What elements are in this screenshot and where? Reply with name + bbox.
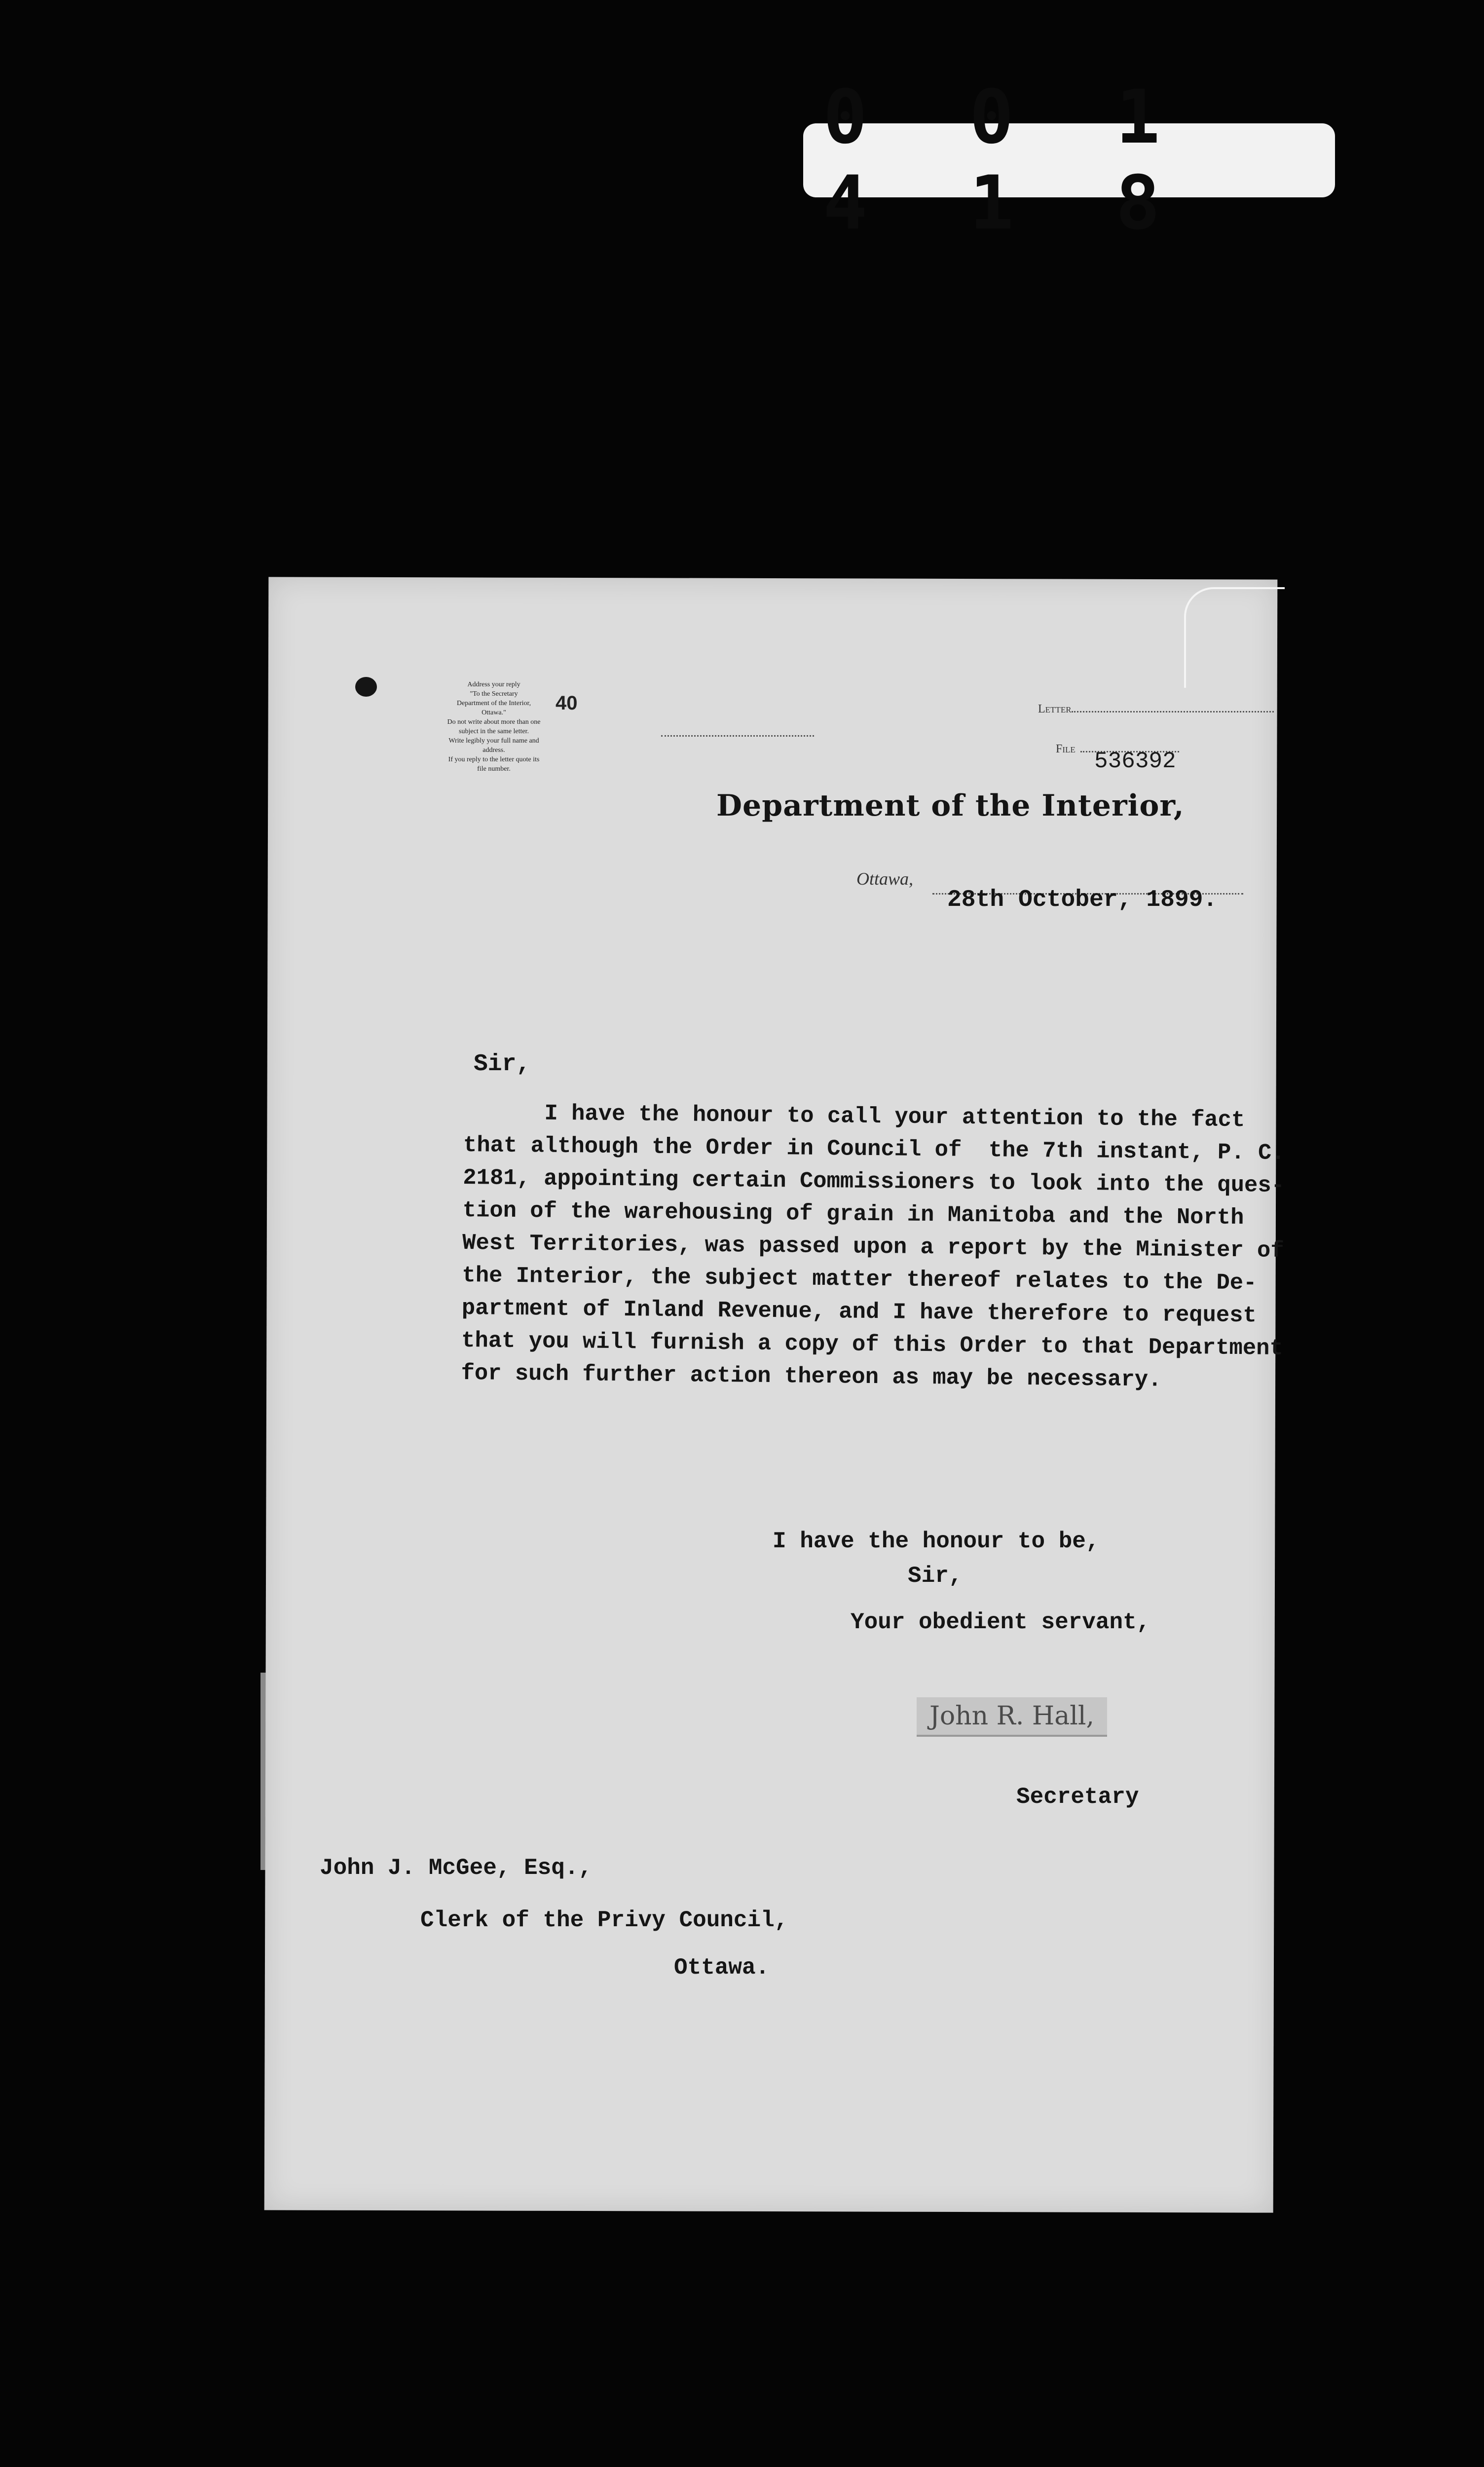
address-line: Do not write about more than one	[447, 718, 541, 726]
address-line: Ottawa."	[482, 709, 506, 716]
letter-label: Letter	[1038, 703, 1072, 715]
salutation: Sir,	[474, 1051, 531, 1078]
body-line: that you will furnish a copy of this Order to that Department	[461, 1327, 1283, 1361]
address-line: file number.	[477, 765, 511, 773]
file-number: 536392	[1094, 748, 1176, 774]
body-line: I have the honour to call your attention to the fact	[463, 1099, 1245, 1133]
place-label: Ottawa,	[856, 869, 914, 889]
department-heading: Department of the Interior,	[716, 788, 1185, 823]
punch-hole	[355, 677, 377, 697]
closing-sir: Sir,	[908, 1563, 963, 1589]
address-line: subject in the same letter.	[459, 728, 529, 735]
letter-body	[461, 1096, 1285, 1397]
reference-dotted-line	[661, 735, 814, 737]
body-line: tion of the warehousing of grain in Manitoba and the North	[462, 1197, 1244, 1231]
body-line: for such further action thereon as may be necessary.	[461, 1360, 1162, 1393]
letter-dotted-line	[1072, 711, 1274, 712]
signatory-title: Secretary	[1016, 1784, 1139, 1810]
closing-servant: Your obedient servant,	[851, 1609, 1150, 1635]
addressee-title: Clerk of the Privy Council,	[420, 1907, 788, 1933]
body-line: that although the Order in Council of the 7th instant, P. C.	[463, 1132, 1285, 1166]
address-mark: 40	[556, 692, 578, 714]
body-line: 2181, appointing certain Commissioners to look into the ques-	[463, 1164, 1285, 1198]
letter-date: 28th October, 1899.	[947, 887, 1218, 913]
address-line: Address your reply	[467, 681, 520, 688]
address-line: Department of the Interior,	[456, 700, 531, 707]
signature-stamp: John R. Hall,	[917, 1697, 1107, 1737]
body-line: partment of Inland Revenue, and I have therefore to request	[461, 1295, 1257, 1329]
address-line: Write legibly your full name and	[448, 737, 539, 745]
closing-honour: I have the honour to be,	[773, 1529, 1100, 1554]
address-line: address.	[482, 747, 505, 754]
body-line: West Territories, was passed upon a report by the Minister of	[462, 1230, 1284, 1264]
file-label: File	[1056, 743, 1076, 755]
address-line: "To the Secretary	[470, 690, 518, 698]
addressee-name: John J. McGee, Esq.,	[320, 1855, 593, 1881]
letterhead-address-instructions	[412, 680, 578, 774]
address-line: If you reply to the letter quote its	[448, 756, 540, 763]
letter-field	[1038, 703, 1274, 716]
paper-corner-curl	[1184, 587, 1285, 688]
frame-number-label: 0 0 1 4 1 8	[803, 123, 1335, 197]
body-line: the Interior, the subject matter thereof relates to the De-	[462, 1262, 1257, 1296]
addressee-place: Ottawa.	[674, 1955, 770, 1981]
